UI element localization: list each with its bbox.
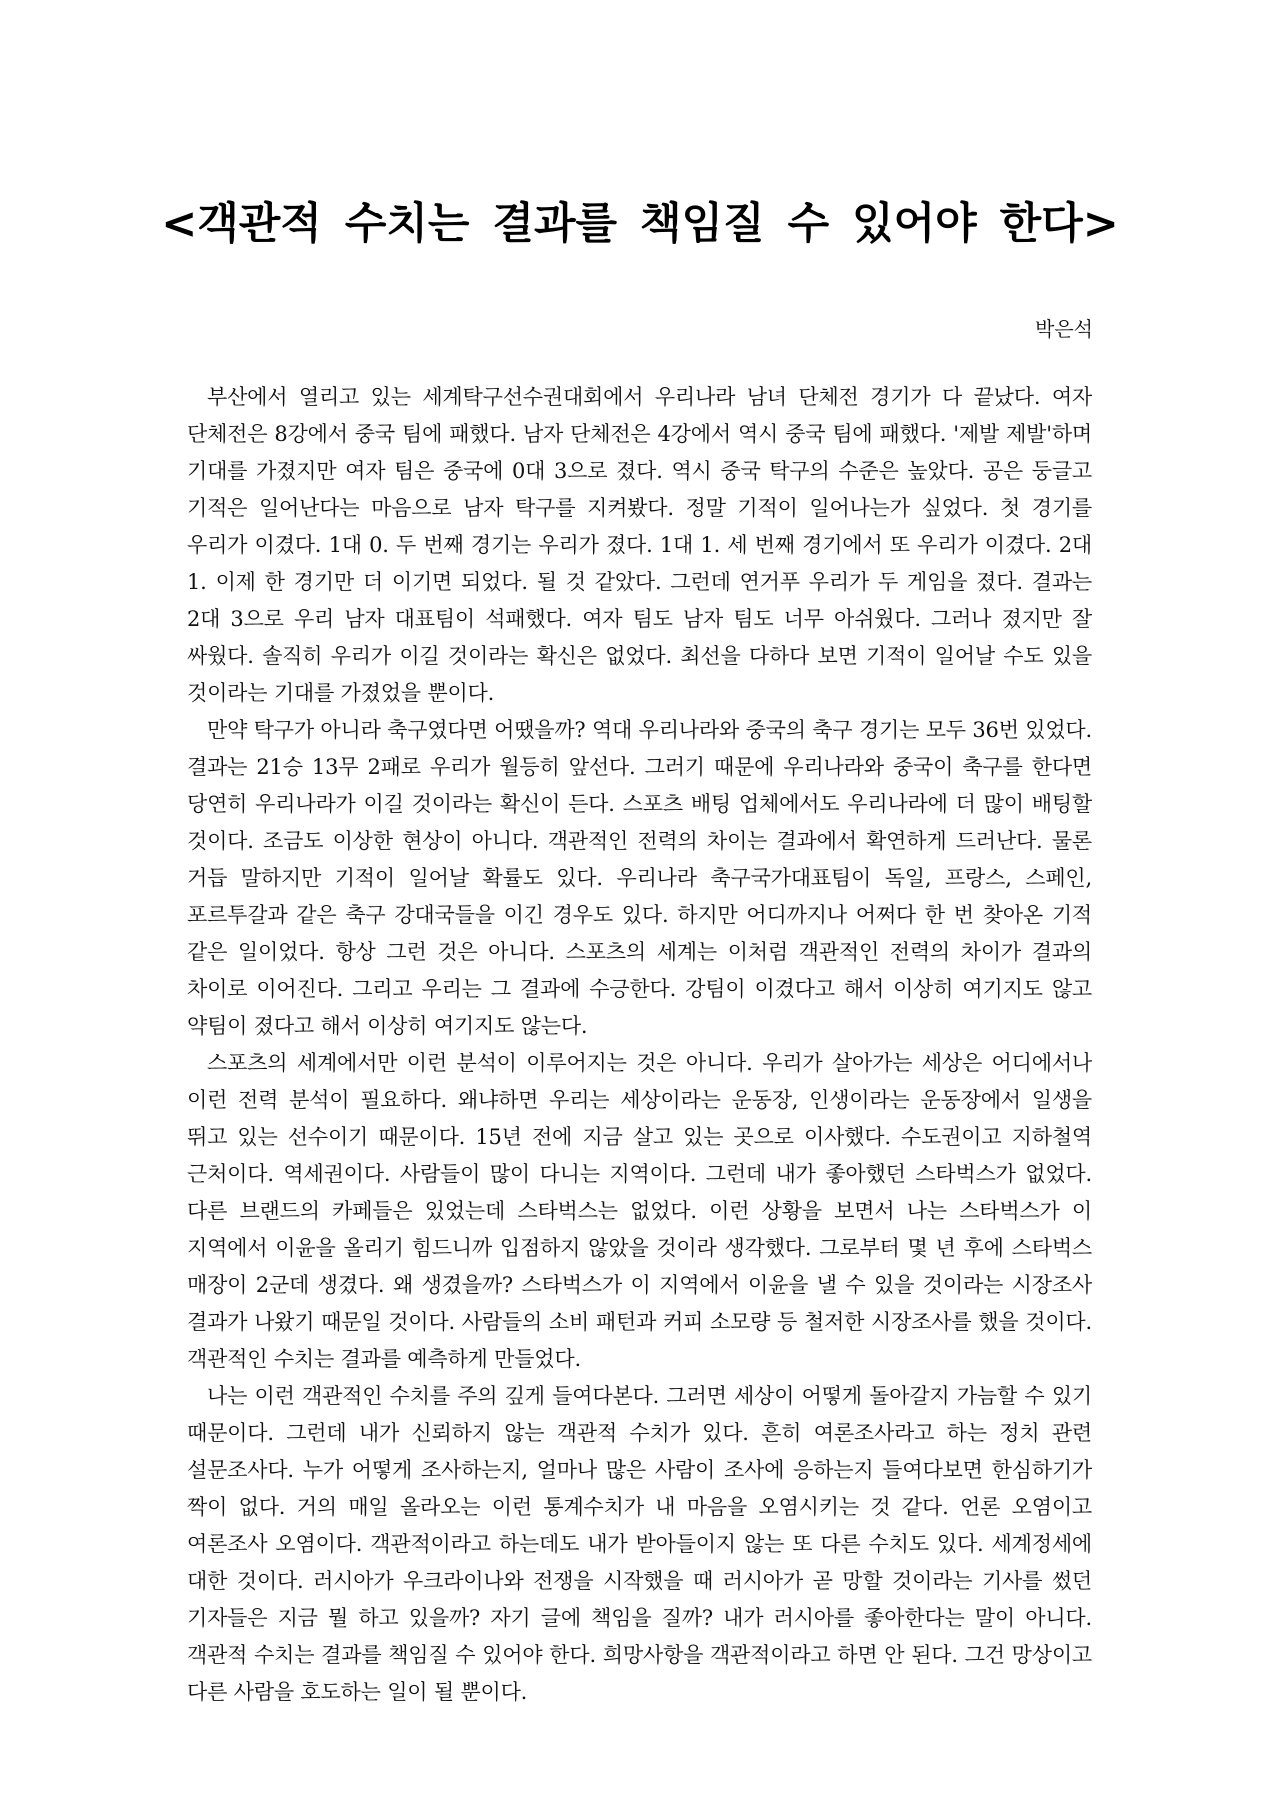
paragraph-4: 나는 이런 객관적인 수치를 주의 깊게 들여다본다. 그러면 세상이 어떻게 돌아갈지 가늠할 수 있기 때문이다. 그런데 내가 신뢰하지 않는 객관적 수치가 있다. 흔히 여론조사라고 하는 정치 관련 설문조사다. 누가 어떻게 조사하는지, 얼마나 많은 사람이 조사에 응하는지 들여다보면 한심하기가 짝이 없다. 거의 매일 올라오는 이런 통계수치가 내 마음을 오염시키는 것 같다. 언론 오염이고 여론조사 오염이다. 객관적이라고 하는데도 내가 받아들이지 않는 또 다른 수치도 있다. 세계정세에 대한 것이다. 러시아가 우크라이나와 전쟁을 시작했을 때 러시아가 곧 망할 것이라는 기사를 썼던 기자들은 지금 뭘 하고 있을까? 자기 글에 책임을 질까? 내가 러시아를 좋아한다는 말이 아니다. 객관적 수치는 결과를 책임질 수 있어야 한다. 희망사항을 객관적이라고 하면 안 된다. 그건 망상이고 다른 사람을 호도하는 일이 될 뿐이다.: [187, 1384, 1092, 1704]
author-name: 박은석: [1035, 317, 1093, 341]
paragraph-1: 부산에서 열리고 있는 세계탁구선수권대회에서 우리나라 남녀 단체전 경기가 다 끝났다. 여자 단체전은 8강에서 중국 팀에 패했다. 남자 단체전은 4강에서 역시 중국 팀에 패했다. '제발 제발'하며 기대를 가졌지만 여자 팀은 중국에 0대 3으로 졌다. 역시 중국 탁구의 수준은 높았다. 공은 둥글고 기적은 일어난다는 마음으로 남자 탁구를 지켜봤다. 정말 기적이 일어나는가 싶었다. 첫 경기를 우리가 이겼다. 1대 0. 두 번째 경기는 우리가 졌다. 1대 1. 세 번째 경기에서 또 우리가 이겼다. 2대 1. 이제 한 경기만 더 이기면 되었다. 될 것 같았다. 그런데 연거푸 우리가 두 게임을 졌다. 결과는 2대 3으로 우리 남자 대표팀이 석패했다. 여자 팀도 남자 팀도 너무 아쉬웠다. 그러나 졌지만 잘 싸웠다. 솔직히 우리가 이길 것이라는 확신은 없었다. 최선을 다하다 보면 기적이 일어날 수도 있을 것이라는 기대를 가졌었을 뿐이다.: [187, 385, 1092, 705]
paragraph-2: 만약 탁구가 아니라 축구였다면 어땠을까? 역대 우리나라와 중국의 축구 경기는 모두 36번 있었다. 결과는 21승 13무 2패로 우리가 월등히 앞선다. 그러기 때문에 우리나라와 중국이 축구를 한다면 당연히 우리나라가 이길 것이라는 확신이 든다. 스포츠 배팅 업체에서도 우리나라에 더 많이 배팅할 것이다. 조금도 이상한 현상이 아니다. 객관적인 전력의 차이는 결과에서 확연하게 드러난다. 물론 거듭 말하지만 기적이 일어날 확률도 있다. 우리나라 축구국가대표팀이 독일, 프랑스, 스페인, 포르투갈과 같은 축구 강대국들을 이긴 경우도 있다. 하지만 어디까지나 어쩌다 한 번 찾아온 기적 같은 일이었다. 항상 그런 것은 아니다. 스포츠의 세계는 이처럼 객관적인 전력의 차이가 결과의 차이로 이어진다. 그리고 우리는 그 결과에 수긍한다. 강팀이 이겼다고 해서 이상히 여기지도 않고 약팀이 졌다고 해서 이상히 여기지도 않는다.: [187, 718, 1092, 1038]
paragraph-3: 스포츠의 세계에서만 이런 분석이 이루어지는 것은 아니다. 우리가 살아가는 세상은 어디에서나 이런 전력 분석이 필요하다. 왜냐하면 우리는 세상이라는 운동장, 인생이라는 운동장에서 일생을 뛰고 있는 선수이기 때문이다. 15년 전에 지금 살고 있는 곳으로 이사했다. 수도권이고 지하철역 근처이다. 역세권이다. 사람들이 많이 다니는 지역이다. 그런데 내가 좋아했던 스타벅스가 없었다. 다른 브랜드의 카페들은 있었는데 스타벅스는 없었다. 이런 상황을 보면서 나는 스타벅스가 이 지역에서 이윤을 올리기 힘드니까 입점하지 않았을 것이라 생각했다. 그로부터 몇 년 후에 스타벅스 매장이 2군데 생겼다. 왜 생겼을까? 스타벅스가 이 지역에서 이윤을 낼 수 있을 것이라는 시장조사 결과가 나왔기 때문일 것이다. 사람들의 소비 패턴과 커피 소모량 등 철저한 시장조사를 했을 것이다. 객관적인 수치는 결과를 예측하게 만들었다.: [187, 1051, 1092, 1371]
document-title: <객관적 수치는 결과를 책임질 수 있어야 한다>: [161, 199, 1119, 249]
document-body: [187, 379, 1092, 1711]
